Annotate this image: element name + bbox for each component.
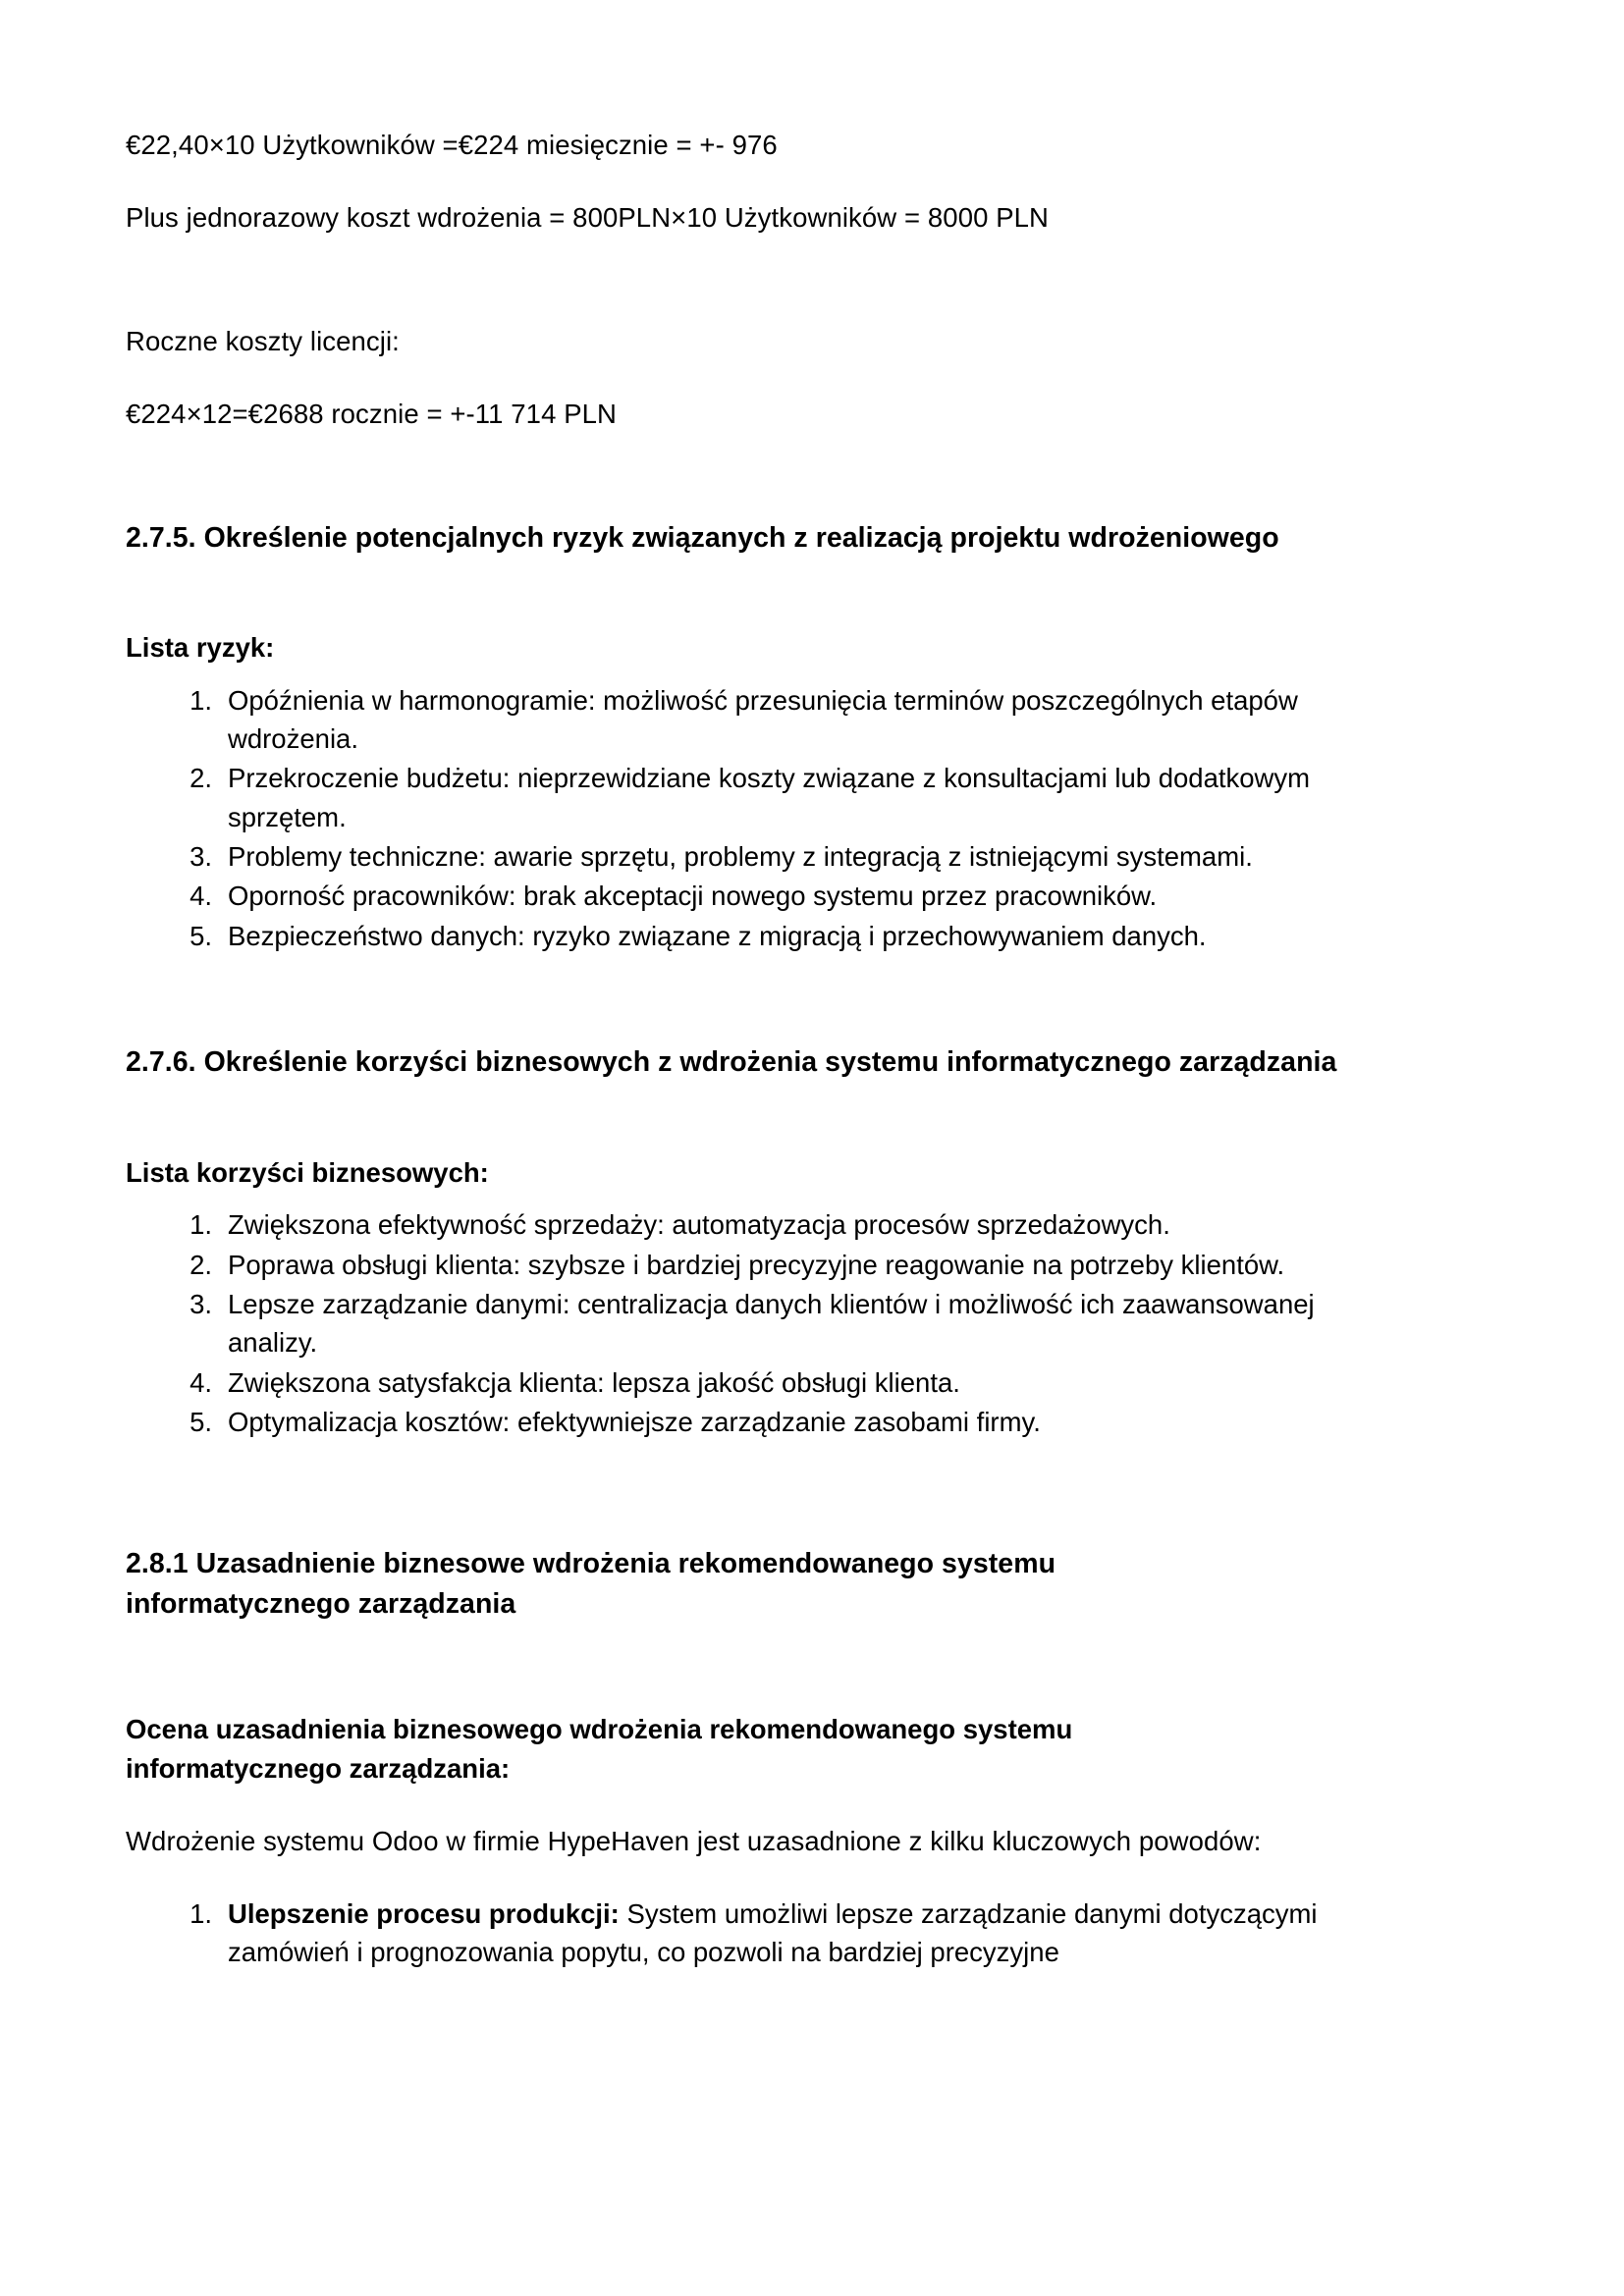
spacer — [126, 467, 1451, 518]
list-item-text: Optymalizacja kosztów: efektywniejsze zarządzanie zasobami firmy. — [228, 1406, 1041, 1437]
list-item — [126, 1895, 1451, 1972]
spacer — [126, 1083, 1451, 1134]
list-item-text: Oporność pracowników: brak akceptacji nowego systemu przez pracowników. — [228, 881, 1158, 912]
list-item-text: Lepsze zarządzanie danymi: centralizacja danych klientów i możliwość ich zaawansowanej analizy. — [228, 1289, 1315, 1359]
heading-section-2-8-1: 2.8.1 Uzasadnienie biznesowe wdrożenia rekomendowanego systemu informatycznego zarządzania — [126, 1548, 1056, 1620]
risk-list — [126, 681, 1451, 955]
evaluation-subheading: Ocena uzasadnienia biznesowego wdrożenia rekomendowanego systemu informatycznego zarządzania: — [126, 1714, 1073, 1785]
benefits-list — [126, 1205, 1451, 1441]
list-item — [126, 917, 1451, 955]
list-item — [126, 1246, 1451, 1284]
list-item-text: System umożliwi lepsze zarządzanie danymi dotyczącymi zamówień i prognozowania popytu, co pozwoli na bardziej precyzyjne — [228, 1897, 1318, 1968]
list-item — [126, 1285, 1451, 1362]
spacer — [126, 1624, 1451, 1675]
list-item — [126, 1363, 1451, 1402]
list-item — [126, 1403, 1451, 1441]
spacer — [126, 271, 1451, 322]
annual-cost-line: €224×12=€2688 rocznie = +-11 714 PLN — [126, 398, 618, 429]
spacer — [126, 1493, 1451, 1544]
list-item-text: Opóźnienia w harmonogramie: możliwość przesunięcia terminów poszczególnych etapów wdrożenia. — [228, 684, 1298, 755]
spacer — [126, 558, 1451, 609]
risk-list-label: Lista ryzyk: — [126, 631, 275, 663]
list-item — [126, 759, 1451, 836]
list-item — [126, 681, 1451, 759]
list-item — [126, 1205, 1451, 1244]
heading-section-2-7-5: 2.7.5. Określenie potencjalnych ryzyk związanych z realizacją projektu wdrożeniowego — [126, 521, 1279, 554]
list-item — [126, 837, 1451, 876]
spacer — [126, 1442, 1451, 1493]
spacer — [126, 956, 1451, 1007]
list-item-lead: Ulepszenie procesu produkcji: — [228, 1897, 620, 1929]
evaluation-intro: Wdrożenie systemu Odoo w firmie HypeHaven jest uzasadnione z kilku kluczowych powodów: — [126, 1825, 1262, 1856]
list-item — [126, 877, 1451, 915]
list-item-text: Zwiększona efektywność sprzedaży: automatyzacja procesów sprzedażowych. — [228, 1209, 1170, 1241]
list-item-text: Poprawa obsługi klienta: szybsze i bardziej precyzyjne reagowanie na potrzeby klientów. — [228, 1249, 1285, 1280]
list-item-text: Bezpieczeństwo danych: ryzyko związane z migracją i przechowywaniem danych. — [228, 920, 1207, 951]
list-item-text: Przekroczenie budżetu: nieprzewidziane koszty związane z konsultacjami lub dodatkowym sprzętem. — [228, 763, 1311, 832]
spacer — [126, 1134, 1451, 1153]
implementation-cost-line: Plus jednorazowy koszt wdrożenia = 800PLN×10 Użytkowników = 8000 PLN — [126, 201, 1050, 233]
list-item-text: Zwiększona satysfakcja klienta: lepsza jakość obsługi klienta. — [228, 1366, 960, 1398]
list-item-text: Problemy techniczne: awarie sprzętu, problemy z integracją z istniejącymi systemami. — [228, 841, 1253, 873]
spacer — [126, 1675, 1451, 1710]
spacer — [126, 609, 1451, 628]
justification-list — [126, 1895, 1451, 1972]
benefits-list-label: Lista korzyści biznesowych: — [126, 1156, 489, 1188]
spacer — [126, 1802, 1451, 1822]
annual-cost-label: Roczne koszty licencji: — [126, 325, 400, 356]
heading-section-2-7-6: 2.7.6. Określenie korzyści biznesowych z wdrożenia systemu informatycznego zarządzania — [126, 1046, 1337, 1079]
spacer — [126, 1007, 1451, 1042]
monthly-cost-line: €22,40×10 Użytkowników =€224 miesięcznie = +- 976 — [126, 130, 778, 160]
